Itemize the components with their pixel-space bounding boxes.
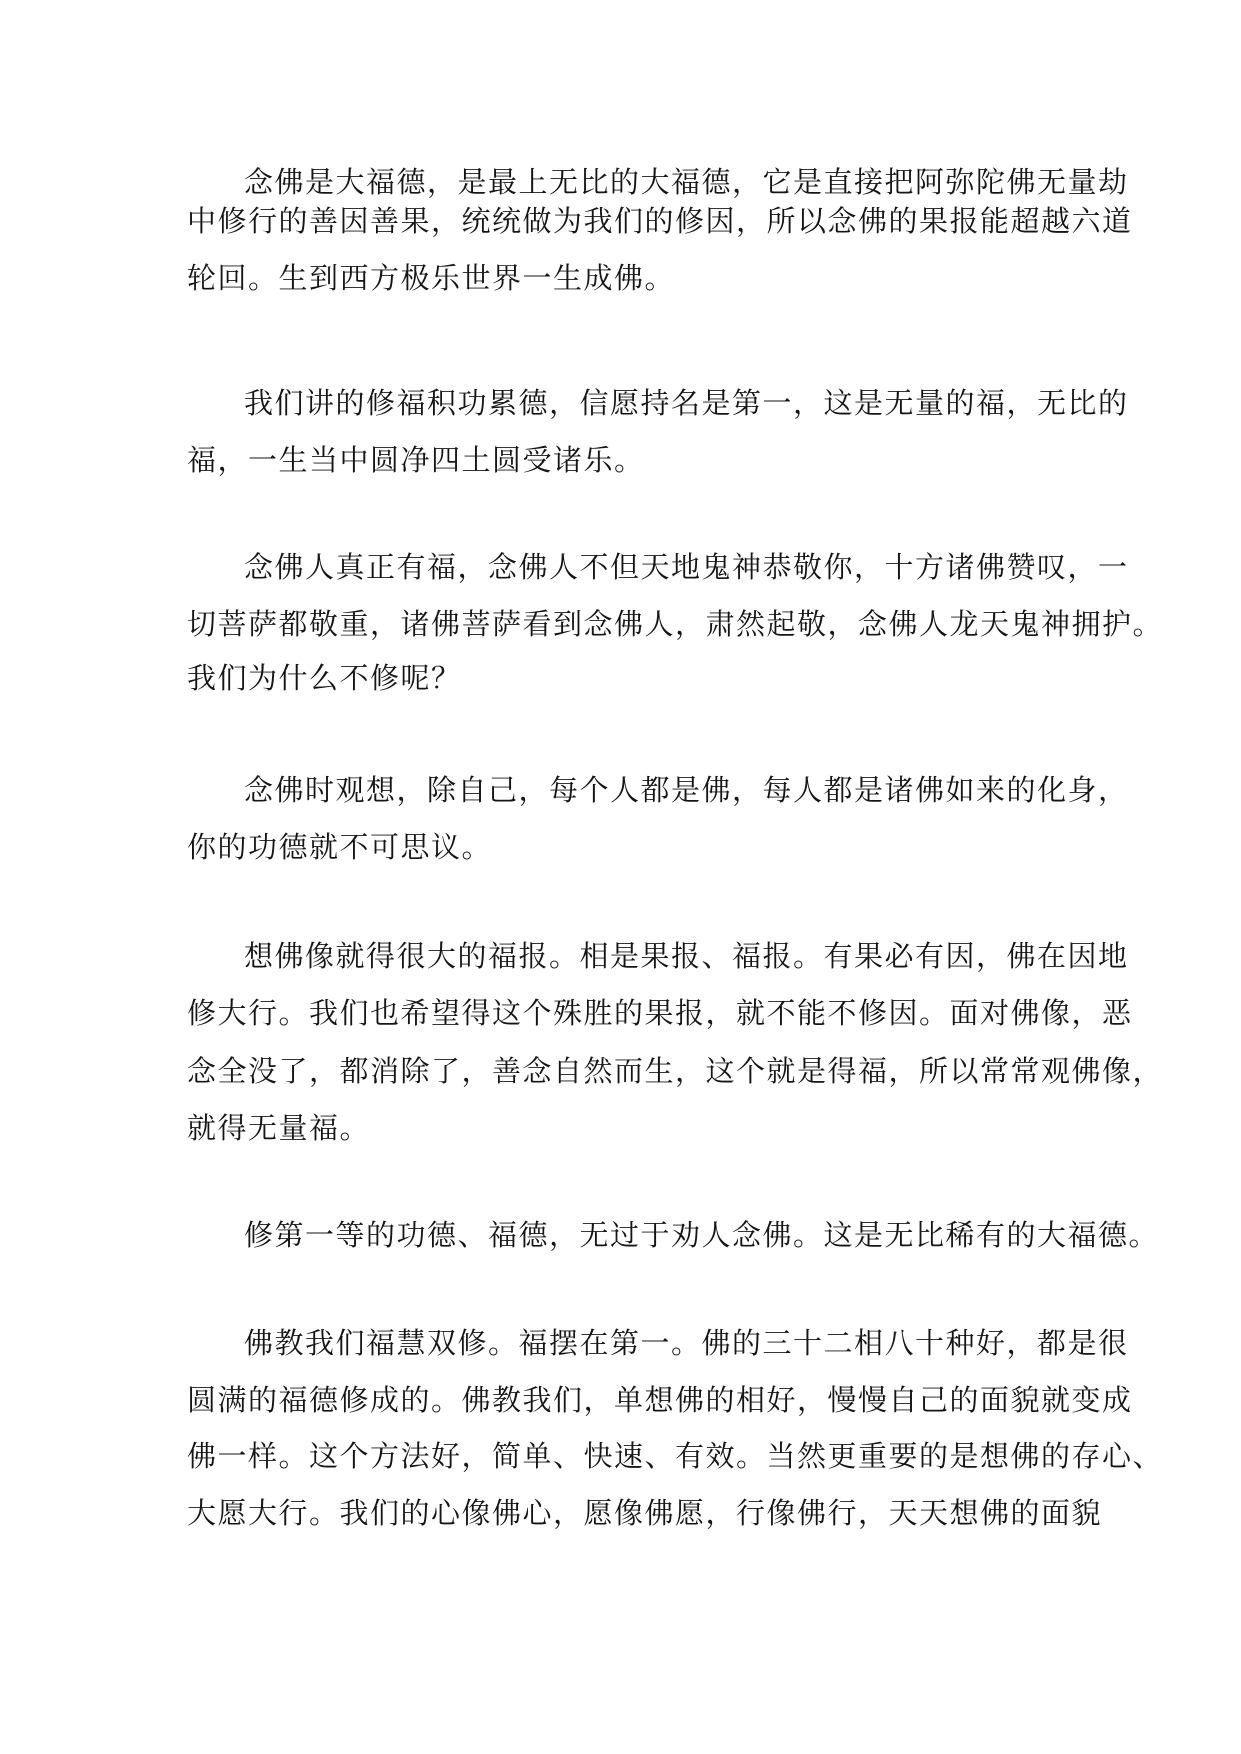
text-line: 想佛像就得很大的福报。相是果报、福报。有果必有因，佛在因地 (244, 939, 1129, 973)
text-line: 我们讲的修福积功累德，信愿持名是第一，这是无量的福，无比的 (244, 386, 1129, 420)
text-line: 佛一样。这个方法好，简单、快速、有效。当然更重要的是想佛的存心、 (187, 1439, 1164, 1473)
text-line: 切菩萨都敬重，诸佛菩萨看到念佛人，肃然起敬，念佛人龙天鬼神拥护。 (187, 607, 1164, 641)
text-line: 轮回。生到西方极乐世界一生成佛。 (187, 261, 676, 295)
text-line: 念全没了，都消除了，善念自然而生，这个就是得福，所以常常观佛像， (187, 1054, 1164, 1088)
text-line: 大愿大行。我们的心像佛心，愿像佛愿，行像佛行，天天想佛的面貌 (187, 1496, 1103, 1530)
text-line: 修第一等的功德、福德，无过于劝人念佛。这是无比稀有的大福德。 (244, 1218, 1160, 1252)
text-line: 念佛是大福德，是最上无比的大福德，它是直接把阿弥陀佛无量劫 (244, 165, 1129, 199)
text-line: 修大行。我们也希望得这个殊胜的果报，就不能不修因。面对佛像，恶 (187, 996, 1133, 1030)
text-line: 中修行的善因善果，统统做为我们的修因，所以念佛的果报能超越六道 (187, 204, 1133, 238)
text-line: 福，一生当中圆净四土圆受诸乐。 (187, 443, 645, 477)
text-line: 佛教我们福慧双修。福摆在第一。佛的三十二相八十种好，都是很 (244, 1326, 1129, 1360)
text-line: 念佛人真正有福，念佛人不但天地鬼神恭敬你，十方诸佛赞叹，一 (244, 550, 1129, 584)
text-line: 你的功德就不可思议。 (187, 830, 493, 864)
text-line: 圆满的福德修成的。佛教我们，单想佛的相好，慢慢自己的面貌就变成 (187, 1383, 1133, 1417)
text-line: 念佛时观想，除自己，每个人都是佛，每人都是诸佛如来的化身， (244, 773, 1129, 807)
text-line: 就得无量福。 (187, 1111, 371, 1145)
text-line: 我们为什么不修呢？ (187, 661, 462, 695)
